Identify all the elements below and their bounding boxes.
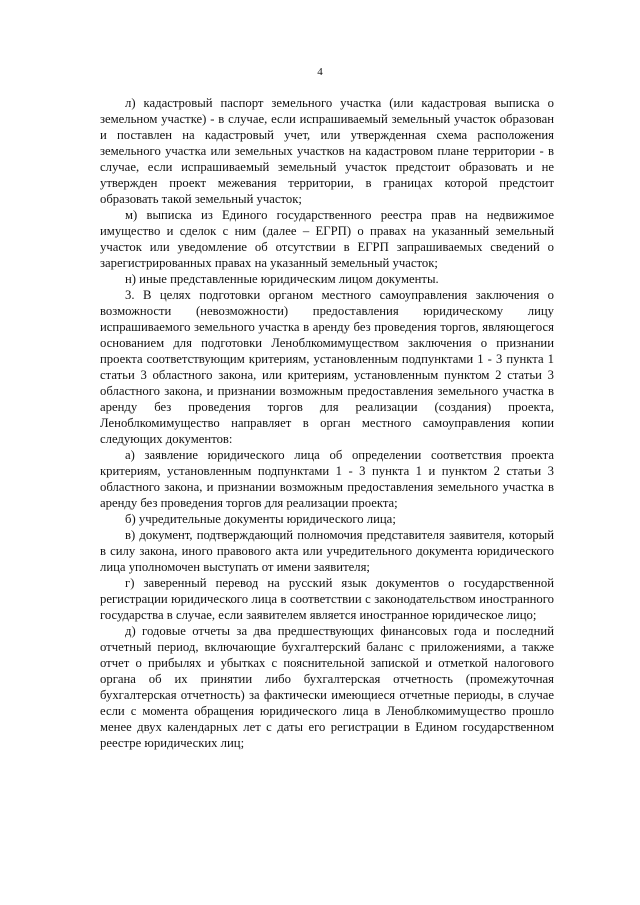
paragraph-n-other-documents: н) иные представленные юридическим лицом документы. — [125, 272, 439, 286]
paragraph-a-application: а) заявление юридического лица об определении соответствия проекта критериям, установленным подпунктами 1 - 3 пункта 1 и пунктом 2 статьи 3 областного закона, и признании возможным предоставления земельного участка в аренду без проведения торгов для реализации проекта; — [100, 448, 554, 510]
page-number: 4 — [317, 66, 323, 78]
paragraph-v-authority-document: в) документ, подтверждающий полномочия представителя заявителя, который в силу закона, иного правового акта или учредительного документа юридического лица уполномочен выступать от имени заявителя; — [100, 528, 554, 574]
paragraph-m-egrp-extract: м) выписка из Единого государственного реестра прав на недвижимое имущество и сделок с ним (далее – ЕГРП) о правах на указанный земельный участок или уведомление об отсутствии в ЕГРП запрашиваемых сведений о зарегистрированных правах на указанный земельный участок; — [100, 208, 554, 270]
paragraph-d-annual-reports: д) годовые отчеты за два предшествующих финансовых года и последний отчетный период, включающие бухгалтерский баланс с приложениями, а также отчет о прибылях и убытках с пояснительной запиской и отметкой налогового органа об их принятии либо бухгалтерская отчетность (промежуточная бухгалтерская отчетность) за фактически имеющиеся отчетные периоды, в случае если с момента обращения юридического лица в Леноблкомимущество прошло менее двух календарных лет с даты его регистрации в Едином государственном реестре юридических лиц; — [100, 624, 554, 750]
paragraph-g-translation: г) заверенный перевод на русский язык документов о государственной регистрации юридического лица в соответствии с законодательством иностранного государства в случае, если заявителем является иностранное юридическое лицо; — [100, 576, 554, 622]
document-body — [100, 95, 554, 751]
paragraph-l-cadastral-passport: л) кадастровый паспорт земельного участка (или кадастровая выписка о земельном участке) - в случае, если испрашиваемый земельный участок образован и поставлен на кадастровый учет, или утвержденная схема расположения земельного участка или земельных участков на кадастровом плане территории - в случае, если испрашиваемый земельный участок предстоит образовать и не утвержден проект межевания территории, в границах которой предстоит образовать такой земельный участок; — [100, 96, 554, 206]
paragraph-3-local-government: 3. В целях подготовки органом местного самоуправления заключения о возможности (невозможности) предоставления юридическому лицу испрашиваемого земельного участка в аренду без проведения торгов, являющегося основанием для подготовки Леноблкомимуществом заключения о признании проекта соответствующим критериям, установленным подпунктами 1 - 3 пункта 1 статьи 3 областного закона, или критериям, установленным пунктом 2 статьи 3 областного закона, и признании возможным предоставления земельного участка в аренду без проведения торгов для реализации (создания) проекта, Леноблкомимущество направляет в орган местного самоуправления копии следующих документов: — [100, 288, 554, 446]
paragraph-b-founding-documents: б) учредительные документы юридического лица; — [125, 512, 396, 526]
